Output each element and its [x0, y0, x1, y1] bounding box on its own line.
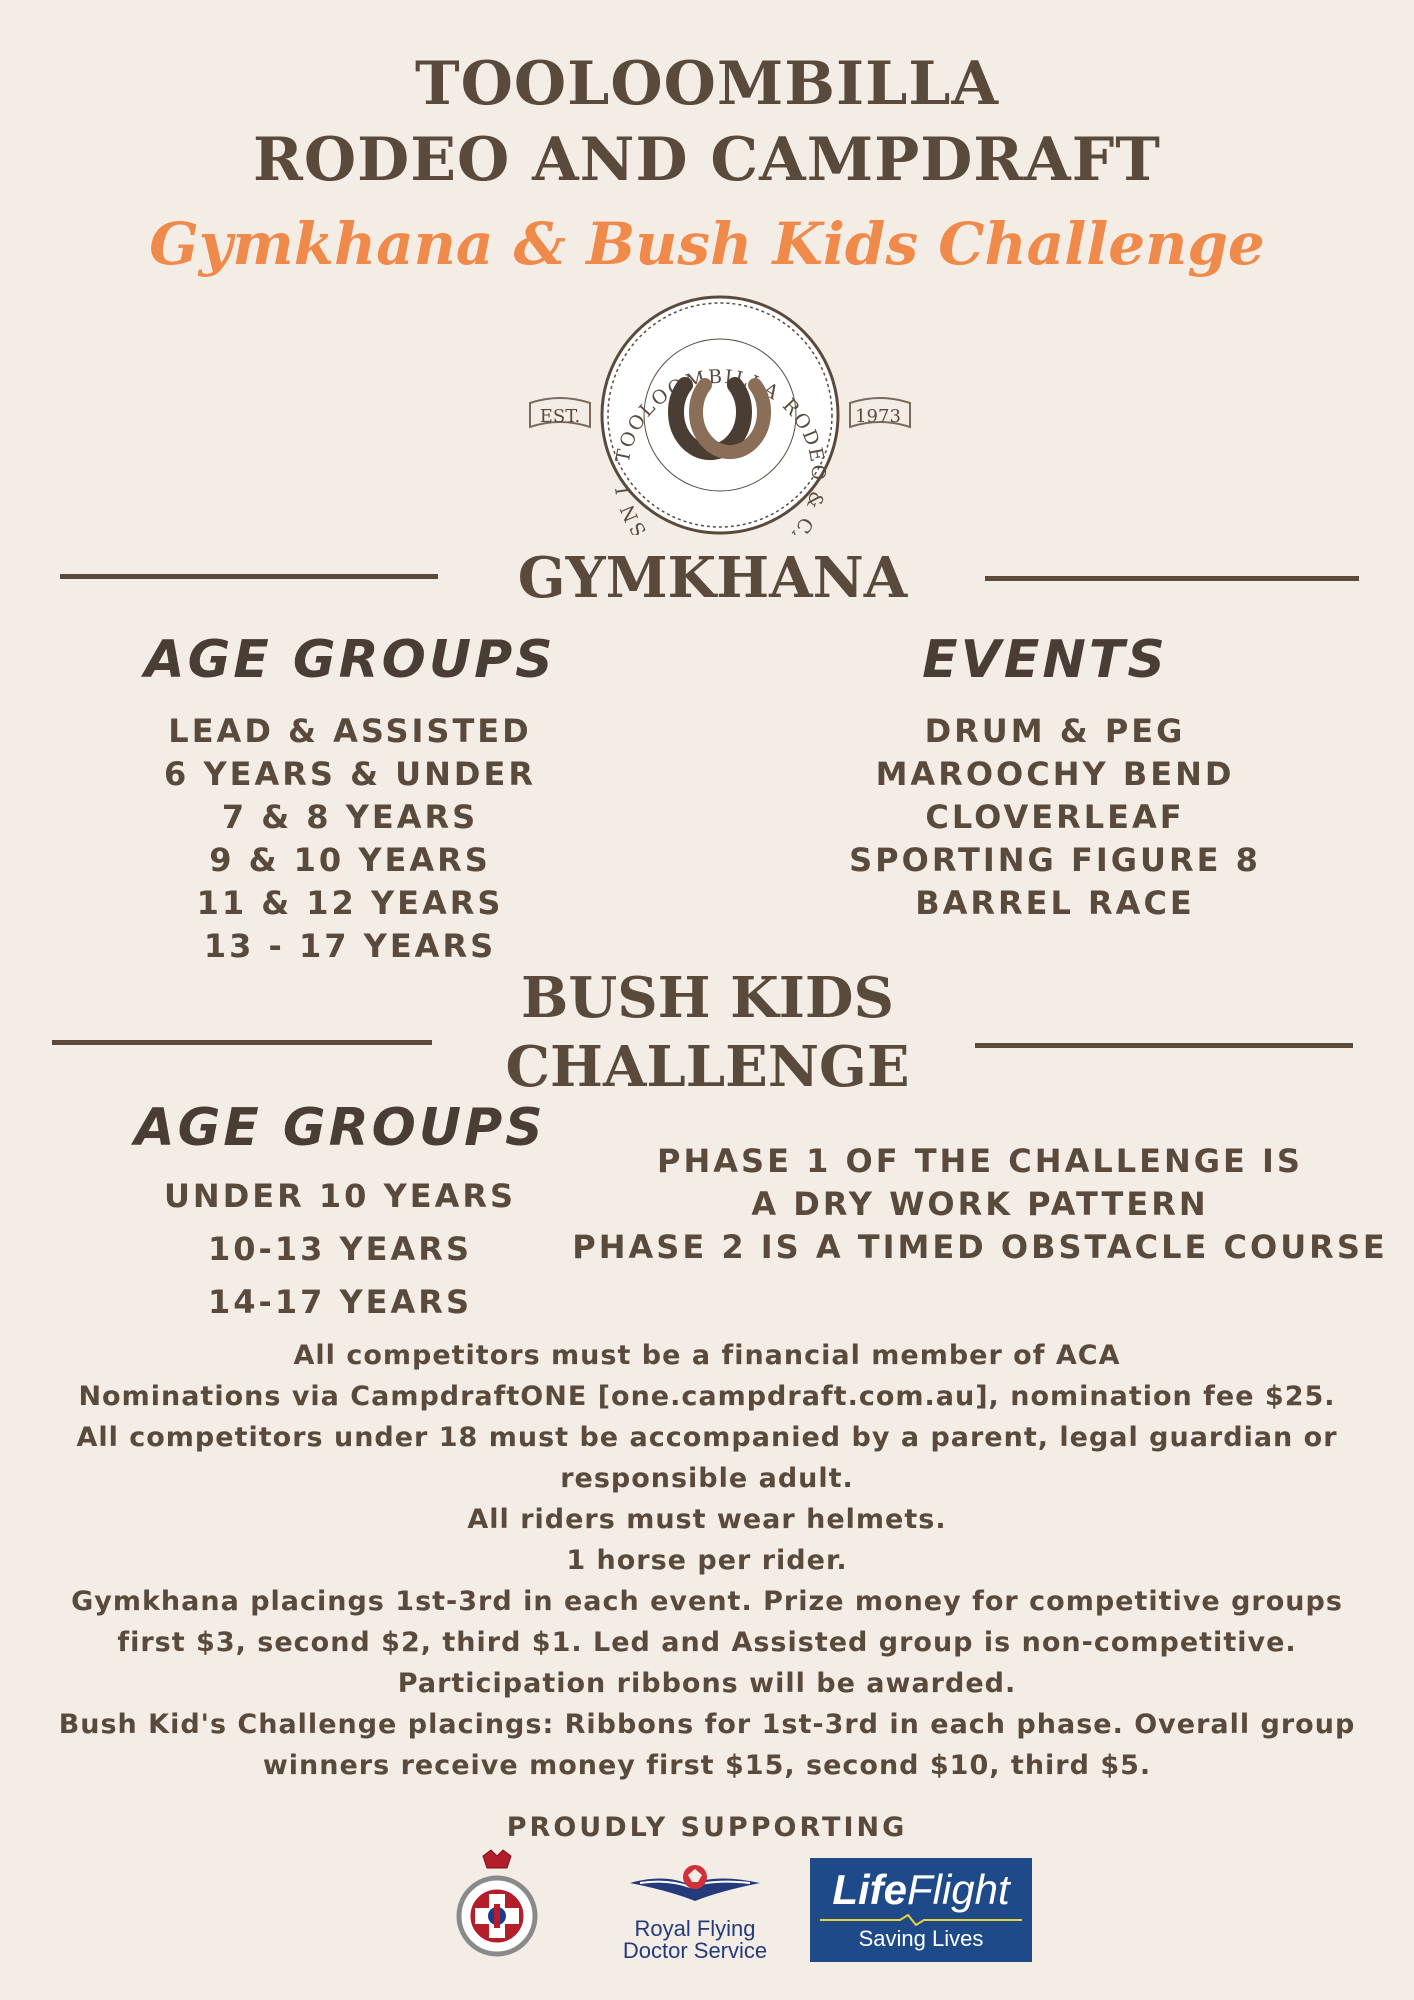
- gymkhana-events-list: [800, 710, 1310, 925]
- club-logo: [520, 295, 920, 535]
- title-line-2: RODEO AND CAMPDRAFT: [253, 125, 1161, 195]
- lifeflight-name-a: Life: [832, 1866, 907, 1913]
- bush-kids-heading-line-2: CHALLENGE: [505, 1034, 910, 1100]
- rfds-name-line-2: Doctor Service: [622, 1938, 768, 1963]
- bush-kids-heading-line-1: BUSH KIDS: [521, 965, 894, 1031]
- rfds-name-line-1: Royal Flying: [634, 1916, 756, 1941]
- list-item: SPORTING FIGURE 8: [849, 841, 1261, 879]
- lifeflight-tagline: Saving Lives: [858, 1926, 984, 1951]
- list-item: 9 & 10 YEARS: [209, 841, 491, 879]
- list-item: LEAD & ASSISTED: [168, 712, 532, 750]
- phase-line: A DRY WORK PATTERN: [751, 1185, 1209, 1223]
- divider-right-2: [975, 1043, 1353, 1048]
- list-item: 10-13 YEARS: [208, 1230, 472, 1268]
- subtitle: Gymkhana & Bush Kids Challenge: [149, 210, 1265, 278]
- gymkhana-age-groups-heading: AGE GROUPS: [144, 630, 556, 690]
- rule-line: responsible adult.: [560, 1463, 854, 1494]
- rule-line: first $3, second $2, third $1. Led and Assisted group is non-competitive.: [117, 1627, 1297, 1658]
- list-item: BARREL RACE: [915, 884, 1195, 922]
- logo-ring-text: TOOLOOMBILLA RODEO & C SN I: [611, 365, 830, 535]
- list-item: 11 & 12 YEARS: [196, 884, 504, 922]
- rules-block: [0, 1335, 1414, 1786]
- crown-icon: [483, 1850, 511, 1868]
- list-item: 14-17 YEARS: [208, 1283, 472, 1321]
- list-item: MAROOCHY BEND: [875, 755, 1235, 793]
- rule-line: All riders must wear helmets.: [467, 1504, 947, 1535]
- divider-right: [985, 576, 1359, 581]
- lifeflight-name-b: Flight: [906, 1866, 1010, 1913]
- rfds-logo: [610, 1855, 780, 1970]
- list-item: DRUM & PEG: [924, 712, 1186, 750]
- est-label: EST.: [539, 406, 581, 427]
- phase-line: PHASE 2 IS A TIMED OBSTACLE COURSE: [572, 1228, 1388, 1266]
- rule-line: Gymkhana placings 1st-3rd in each event. Prize money for competitive groups: [71, 1586, 1343, 1617]
- ambulance-service-logo: [455, 1848, 540, 1963]
- bush-kids-age-groups-list: [110, 1170, 570, 1329]
- bush-kids-age-groups-heading: AGE GROUPS: [134, 1098, 546, 1158]
- rule-line: All competitors must be a financial member of ACA: [293, 1340, 1121, 1371]
- heartbeat-icon: [810, 1914, 1032, 1926]
- list-item: 6 YEARS & UNDER: [164, 755, 536, 793]
- title-line-1: TOOLOOMBILLA: [414, 49, 1000, 119]
- supporting-heading: PROUDLY SUPPORTING: [506, 1812, 908, 1843]
- gymkhana-heading: GYMKHANA: [517, 545, 908, 611]
- lifeflight-logo: [810, 1858, 1032, 1962]
- rule-line: Bush Kid's Challenge placings: Ribbons for 1st-3rd in each phase. Overall group: [58, 1709, 1356, 1740]
- rule-line: All competitors under 18 must be accompanied by a parent, legal guardian or: [76, 1422, 1338, 1453]
- rule-line: Participation ribbons will be awarded.: [397, 1668, 1017, 1699]
- list-item: UNDER 10 YEARS: [163, 1177, 517, 1215]
- rule-line: 1 horse per rider.: [566, 1545, 848, 1576]
- rule-line: winners receive money first $15, second $10, third $5.: [262, 1750, 1152, 1781]
- list-item: 7 & 8 YEARS: [221, 798, 479, 836]
- phase-line: PHASE 1 OF THE CHALLENGE IS: [657, 1142, 1303, 1180]
- bush-kids-phases: [560, 1140, 1400, 1269]
- gymkhana-age-groups-list: [100, 710, 600, 968]
- list-item: 13 - 17 YEARS: [203, 927, 497, 965]
- year-label: 1973: [855, 406, 901, 427]
- divider-left-2: [52, 1040, 432, 1045]
- bush-kids-heading: [430, 964, 985, 1102]
- rule-line: Nominations via CampdraftONE [one.campdraft.com.au], nomination fee $25.: [78, 1381, 1336, 1412]
- gymkhana-events-heading: EVENTS: [922, 630, 1168, 690]
- divider-left: [60, 574, 438, 579]
- list-item: CLOVERLEAF: [925, 798, 1185, 836]
